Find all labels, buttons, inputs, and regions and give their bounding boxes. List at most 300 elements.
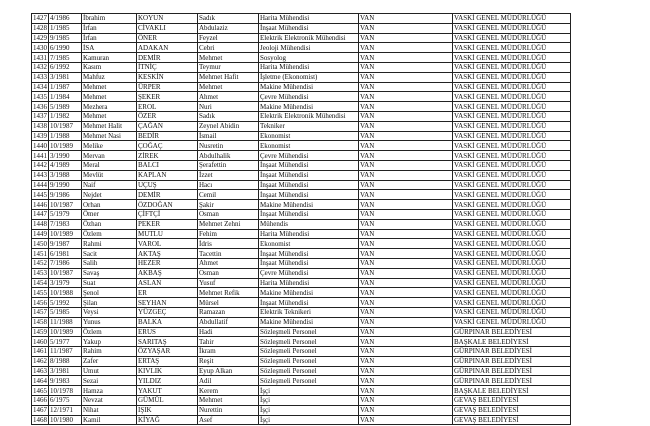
last-name-cell: VAROL bbox=[137, 239, 198, 249]
first-name-cell: Yakup bbox=[82, 337, 137, 347]
profession-cell: Makine Mühendisi bbox=[259, 82, 359, 92]
row-number-cell: 1433 bbox=[33, 73, 47, 82]
father-name-cell: Abdullatif bbox=[198, 317, 259, 327]
table-row bbox=[32, 278, 571, 288]
first-name-cell: Mehmet bbox=[82, 82, 137, 92]
first-name-cell: Nevzat bbox=[82, 396, 137, 406]
institution-cell: VASKİ GENEL MÜDÜRLÜĞÜ bbox=[453, 33, 571, 43]
table-row bbox=[32, 219, 571, 229]
profession-cell: İnşaat Mühendisi bbox=[259, 249, 359, 259]
last-name-cell: BALKA bbox=[137, 317, 198, 327]
birth-date-cell: 6/1981 bbox=[49, 249, 82, 259]
personnel-list-table bbox=[31, 13, 571, 425]
last-name-cell: PEKER bbox=[137, 219, 198, 229]
first-name-cell: Sezai bbox=[82, 376, 137, 386]
birth-date-cell: 1/1987 bbox=[49, 82, 82, 92]
institution-cell: VASKİ GENEL MÜDÜRLÜĞÜ bbox=[453, 14, 571, 24]
institution-cell: VASKİ GENEL MÜDÜRLÜĞÜ bbox=[453, 219, 571, 229]
province-cell: VAN bbox=[359, 396, 453, 406]
row-number-cell: 1439 bbox=[33, 131, 47, 140]
father-name-cell: Mehmet bbox=[198, 396, 259, 406]
province-cell: VAN bbox=[359, 151, 453, 161]
province-cell: VAN bbox=[359, 92, 453, 102]
birth-date-cell: 11/1988 bbox=[49, 317, 82, 327]
last-name-cell: ASLAN bbox=[137, 278, 198, 288]
province-cell: VAN bbox=[359, 258, 453, 268]
province-cell: VAN bbox=[359, 405, 453, 415]
row-number-cell: 1465 bbox=[33, 386, 47, 395]
first-name-cell: Veysi bbox=[82, 307, 137, 317]
row-number-cell: 1438 bbox=[33, 122, 47, 131]
last-name-cell: ERTAŞ bbox=[137, 356, 198, 366]
row-number-cell: 1442 bbox=[33, 161, 47, 170]
father-name-cell: Fehim bbox=[198, 229, 259, 239]
institution-cell: BAŞKALE BELEDİYESİ bbox=[453, 337, 571, 347]
profession-cell: Harita Mühendisi bbox=[259, 14, 359, 24]
last-name-cell: AKBAŞ bbox=[137, 268, 198, 278]
institution-cell: VASKİ GENEL MÜDÜRLÜĞÜ bbox=[453, 239, 571, 249]
first-name-cell: Özlem bbox=[82, 229, 137, 239]
row-number-cell: 1429 bbox=[33, 33, 47, 42]
first-name-cell: Özhan bbox=[82, 219, 137, 229]
last-name-cell: ÜRPER bbox=[137, 82, 198, 92]
profession-cell: Sözleşmeli Personel bbox=[259, 356, 359, 366]
father-name-cell: Teymur bbox=[198, 62, 259, 72]
father-name-cell: İdris bbox=[198, 239, 259, 249]
institution-cell: VASKİ GENEL MÜDÜRLÜĞÜ bbox=[453, 268, 571, 278]
first-name-cell: Naif bbox=[82, 180, 137, 190]
father-name-cell: Osman bbox=[198, 209, 259, 219]
last-name-cell: ŞEKER bbox=[137, 92, 198, 102]
father-name-cell: Tahir bbox=[198, 337, 259, 347]
birth-date-cell: 9/1986 bbox=[49, 190, 82, 200]
province-cell: VAN bbox=[359, 278, 453, 288]
province-cell: VAN bbox=[359, 307, 453, 317]
table-row bbox=[32, 249, 571, 259]
row-number-cell: 1447 bbox=[33, 210, 47, 219]
row-number-cell: 1455 bbox=[33, 288, 47, 297]
province-cell: VAN bbox=[359, 180, 453, 190]
birth-date-cell: 10/1987 bbox=[49, 121, 82, 131]
last-name-cell: KOYUN bbox=[137, 14, 198, 24]
institution-cell: VASKİ GENEL MÜDÜRLÜĞÜ bbox=[453, 43, 571, 53]
institution-cell: BAŞKALE BELEDİYESİ bbox=[453, 386, 571, 396]
birth-date-cell: 4/1989 bbox=[49, 160, 82, 170]
profession-cell: Sosyolog bbox=[259, 53, 359, 63]
profession-cell: Makine Mühendisi bbox=[259, 317, 359, 327]
row-number-cell: 1460 bbox=[33, 337, 47, 346]
row-number-cell: 1454 bbox=[33, 278, 47, 287]
profession-cell: Makine Mühendisi bbox=[259, 102, 359, 112]
birth-date-cell: 5/1977 bbox=[49, 337, 82, 347]
row-number-cell: 1462 bbox=[33, 357, 47, 366]
table-row bbox=[32, 33, 571, 43]
first-name-cell: Sacit bbox=[82, 249, 137, 259]
institution-cell: VASKİ GENEL MÜDÜRLÜĞÜ bbox=[453, 121, 571, 131]
profession-cell: İnşaat Mühendisi bbox=[259, 209, 359, 219]
institution-cell: GÜRPINAR BELEDİYESİ bbox=[453, 356, 571, 366]
birth-date-cell: 9/1985 bbox=[49, 33, 82, 43]
first-name-cell: Şilan bbox=[82, 298, 137, 308]
province-cell: VAN bbox=[359, 33, 453, 43]
birth-date-cell: 3/1988 bbox=[49, 170, 82, 180]
row-number-cell: 1431 bbox=[33, 53, 47, 62]
first-name-cell: Nejdet bbox=[82, 190, 137, 200]
birth-date-cell: 9/1990 bbox=[49, 180, 82, 190]
table-row bbox=[32, 23, 571, 33]
province-cell: VAN bbox=[359, 229, 453, 239]
province-cell: VAN bbox=[359, 298, 453, 308]
table-row bbox=[32, 209, 571, 219]
province-cell: VAN bbox=[359, 356, 453, 366]
province-cell: VAN bbox=[359, 131, 453, 141]
first-name-cell: Şenol bbox=[82, 288, 137, 298]
first-name-cell: Nihat bbox=[82, 405, 137, 415]
birth-date-cell: 1/1985 bbox=[49, 23, 82, 33]
last-name-cell: ÇOĞAÇ bbox=[137, 141, 198, 151]
father-name-cell: Asef bbox=[198, 415, 259, 425]
table-row bbox=[32, 92, 571, 102]
last-name-cell: GÜMÜL bbox=[137, 396, 198, 406]
institution-cell: GÜRPINAR BELEDİYESİ bbox=[453, 376, 571, 386]
row-number-cell: 1443 bbox=[33, 171, 47, 180]
first-name-cell: Melike bbox=[82, 141, 137, 151]
first-name-cell: Kasım bbox=[82, 62, 137, 72]
father-name-cell: Mehmet Zehni bbox=[198, 219, 259, 229]
profession-cell: Jeoloji Mühendisi bbox=[259, 43, 359, 53]
table-row bbox=[32, 386, 571, 396]
profession-cell: Çevre Mühendisi bbox=[259, 268, 359, 278]
row-number-cell: 1444 bbox=[33, 180, 47, 189]
row-number-cell: 1458 bbox=[33, 318, 47, 327]
birth-date-cell: 6/1992 bbox=[49, 62, 82, 72]
birth-date-cell: 3/1981 bbox=[49, 366, 82, 376]
first-name-cell: Hamza bbox=[82, 386, 137, 396]
father-name-cell: Tacettin bbox=[198, 249, 259, 259]
row-number-cell: 1446 bbox=[33, 200, 47, 209]
institution-cell: VASKİ GENEL MÜDÜRLÜĞÜ bbox=[453, 92, 571, 102]
province-cell: VAN bbox=[359, 219, 453, 229]
table-row bbox=[32, 229, 571, 239]
table-row bbox=[32, 317, 571, 327]
institution-cell: VASKİ GENEL MÜDÜRLÜĞÜ bbox=[453, 288, 571, 298]
province-cell: VAN bbox=[359, 209, 453, 219]
profession-cell: Makine Mühendisi bbox=[259, 200, 359, 210]
last-name-cell: BEDİR bbox=[137, 131, 198, 141]
birth-date-cell: 1/1982 bbox=[49, 111, 82, 121]
first-name-cell: Kamil bbox=[82, 415, 137, 425]
last-name-cell: KİYAĞ bbox=[137, 415, 198, 425]
table-row bbox=[32, 62, 571, 72]
table-row bbox=[32, 200, 571, 210]
birth-date-cell: 5/1985 bbox=[49, 307, 82, 317]
first-name-cell: İrfan bbox=[82, 23, 137, 33]
profession-cell: İnşaat Mühendisi bbox=[259, 180, 359, 190]
row-number-cell: 1440 bbox=[33, 141, 47, 150]
last-name-cell: ÖZYAŞAR bbox=[137, 347, 198, 357]
birth-date-cell: 10/1989 bbox=[49, 327, 82, 337]
birth-date-cell: 10/1989 bbox=[49, 229, 82, 239]
institution-cell: VASKİ GENEL MÜDÜRLÜĞÜ bbox=[453, 190, 571, 200]
profession-cell: İşçi bbox=[259, 396, 359, 406]
profession-cell: Harita Mühendisi bbox=[259, 229, 359, 239]
table-body bbox=[32, 14, 571, 425]
last-name-cell: KESKİN bbox=[137, 72, 198, 82]
father-name-cell: Nuri bbox=[198, 102, 259, 112]
institution-cell: VASKİ GENEL MÜDÜRLÜĞÜ bbox=[453, 307, 571, 317]
row-number-cell: 1428 bbox=[33, 24, 47, 33]
father-name-cell: Kerem bbox=[198, 386, 259, 396]
row-number-cell: 1459 bbox=[33, 327, 47, 336]
province-cell: VAN bbox=[359, 82, 453, 92]
father-name-cell: Ramazan bbox=[198, 307, 259, 317]
profession-cell: Sözleşmeli Personel bbox=[259, 376, 359, 386]
last-name-cell: HEZER bbox=[137, 258, 198, 268]
last-name-cell: YILDIZ bbox=[137, 376, 198, 386]
institution-cell: GÜRPINAR BELEDİYESİ bbox=[453, 347, 571, 357]
profession-cell: İnşaat Mühendisi bbox=[259, 160, 359, 170]
table-row bbox=[32, 268, 571, 278]
province-cell: VAN bbox=[359, 376, 453, 386]
row-number-cell: 1432 bbox=[33, 63, 47, 72]
father-name-cell: İzzet bbox=[198, 170, 259, 180]
father-name-cell: Eyup Alkan bbox=[198, 366, 259, 376]
profession-cell: Ekonomist bbox=[259, 239, 359, 249]
first-name-cell: İrfan bbox=[82, 33, 137, 43]
row-number-cell: 1441 bbox=[33, 151, 47, 160]
birth-date-cell: 5/1992 bbox=[49, 298, 82, 308]
province-cell: VAN bbox=[359, 14, 453, 24]
birth-date-cell: 7/1985 bbox=[49, 53, 82, 63]
row-number-cell: 1435 bbox=[33, 92, 47, 101]
table-row bbox=[32, 82, 571, 92]
last-name-cell: MUTLU bbox=[137, 229, 198, 239]
table-row bbox=[32, 111, 571, 121]
father-name-cell: Sadık bbox=[198, 111, 259, 121]
birth-date-cell: 6/1990 bbox=[49, 43, 82, 53]
profession-cell: Sözleşmeli Personel bbox=[259, 347, 359, 357]
birth-date-cell: 11/1987 bbox=[49, 347, 82, 357]
father-name-cell: Osman bbox=[198, 268, 259, 278]
last-name-cell: EROL bbox=[137, 102, 198, 112]
province-cell: VAN bbox=[359, 268, 453, 278]
institution-cell: VASKİ GENEL MÜDÜRLÜĞÜ bbox=[453, 141, 571, 151]
father-name-cell: Zeynel Abidin bbox=[198, 121, 259, 131]
father-name-cell: Şakir bbox=[198, 200, 259, 210]
province-cell: VAN bbox=[359, 317, 453, 327]
table-row bbox=[32, 141, 571, 151]
birth-date-cell: 5/1979 bbox=[49, 209, 82, 219]
province-cell: VAN bbox=[359, 141, 453, 151]
last-name-cell: ÖNER bbox=[137, 33, 198, 43]
profession-cell: Ekonomist bbox=[259, 131, 359, 141]
first-name-cell: Mehmet Halit bbox=[82, 121, 137, 131]
profession-cell: İşletme (Ekonomist) bbox=[259, 72, 359, 82]
birth-date-cell: 10/1980 bbox=[49, 415, 82, 425]
first-name-cell: Rahmi bbox=[82, 239, 137, 249]
birth-date-cell: 10/1978 bbox=[49, 386, 82, 396]
institution-cell: VASKİ GENEL MÜDÜRLÜĞÜ bbox=[453, 249, 571, 259]
profession-cell: İnşaat Mühendisi bbox=[259, 258, 359, 268]
institution-cell: GÜRPINAR BELEDİYESİ bbox=[453, 366, 571, 376]
profession-cell: Mühendis bbox=[259, 219, 359, 229]
institution-cell: VASKİ GENEL MÜDÜRLÜĞÜ bbox=[453, 170, 571, 180]
first-name-cell: Ömer bbox=[82, 209, 137, 219]
first-name-cell: Rahim bbox=[82, 347, 137, 357]
first-name-cell: Meral bbox=[82, 160, 137, 170]
first-name-cell: Kamuran bbox=[82, 53, 137, 63]
first-name-cell: Mehmet Nasi bbox=[82, 131, 137, 141]
institution-cell: VASKİ GENEL MÜDÜRLÜĞÜ bbox=[453, 317, 571, 327]
province-cell: VAN bbox=[359, 160, 453, 170]
table-row bbox=[32, 258, 571, 268]
province-cell: VAN bbox=[359, 366, 453, 376]
birth-date-cell: 8/1988 bbox=[49, 356, 82, 366]
table-row bbox=[32, 160, 571, 170]
institution-cell: GEVAŞ BELEDİYESİ bbox=[453, 405, 571, 415]
row-number-cell: 1427 bbox=[33, 14, 47, 23]
birth-date-cell: 1/1988 bbox=[49, 131, 82, 141]
last-name-cell: YÜZGEÇ bbox=[137, 307, 198, 317]
institution-cell: VASKİ GENEL MÜDÜRLÜĞÜ bbox=[453, 131, 571, 141]
profession-cell: Elektrik Elektronik Mühendisi bbox=[259, 33, 359, 43]
first-name-cell: Savaş bbox=[82, 268, 137, 278]
row-number-cell: 1466 bbox=[33, 396, 47, 405]
profession-cell: İşçi bbox=[259, 386, 359, 396]
table-row bbox=[32, 72, 571, 82]
birth-date-cell: 7/1986 bbox=[49, 258, 82, 268]
province-cell: VAN bbox=[359, 23, 453, 33]
institution-cell: GEVAŞ BELEDİYESİ bbox=[453, 396, 571, 406]
last-name-cell: AKTAŞ bbox=[137, 249, 198, 259]
table-row bbox=[32, 43, 571, 53]
row-number-cell: 1437 bbox=[33, 112, 47, 121]
row-number-cell: 1467 bbox=[33, 406, 47, 415]
province-cell: VAN bbox=[359, 415, 453, 425]
birth-date-cell: 10/1988 bbox=[49, 288, 82, 298]
birth-date-cell: 6/1975 bbox=[49, 396, 82, 406]
father-name-cell: Feyzel bbox=[198, 33, 259, 43]
birth-date-cell: 7/1983 bbox=[49, 219, 82, 229]
row-number-cell: 1450 bbox=[33, 239, 47, 248]
birth-date-cell: 10/1987 bbox=[49, 268, 82, 278]
last-name-cell: BALCI bbox=[137, 160, 198, 170]
province-cell: VAN bbox=[359, 347, 453, 357]
row-number-cell: 1430 bbox=[33, 43, 47, 52]
institution-cell: VASKİ GENEL MÜDÜRLÜĞÜ bbox=[453, 258, 571, 268]
father-name-cell: Mehmet bbox=[198, 82, 259, 92]
father-name-cell: Nusretin bbox=[198, 141, 259, 151]
first-name-cell: Mahfuz bbox=[82, 72, 137, 82]
last-name-cell: DEMİR bbox=[137, 190, 198, 200]
table-row bbox=[32, 415, 571, 425]
table-row bbox=[32, 190, 571, 200]
table-row bbox=[32, 102, 571, 112]
institution-cell: VASKİ GENEL MÜDÜRLÜĞÜ bbox=[453, 298, 571, 308]
last-name-cell: KAPLAN bbox=[137, 170, 198, 180]
table-row bbox=[32, 14, 571, 24]
birth-date-cell: 9/1987 bbox=[49, 239, 82, 249]
first-name-cell: İSA bbox=[82, 43, 137, 53]
row-number-cell: 1434 bbox=[33, 82, 47, 91]
last-name-cell: CİVAKLI bbox=[137, 23, 198, 33]
last-name-cell: SEYHAN bbox=[137, 298, 198, 308]
first-name-cell: Orhan bbox=[82, 200, 137, 210]
row-number-cell: 1461 bbox=[33, 347, 47, 356]
first-name-cell: Salih bbox=[82, 258, 137, 268]
last-name-cell: ÇAĞAN bbox=[137, 121, 198, 131]
first-name-cell: Mehmet bbox=[82, 92, 137, 102]
institution-cell: VASKİ GENEL MÜDÜRLÜĞÜ bbox=[453, 72, 571, 82]
first-name-cell: Mervan bbox=[82, 151, 137, 161]
institution-cell: VASKİ GENEL MÜDÜRLÜĞÜ bbox=[453, 160, 571, 170]
province-cell: VAN bbox=[359, 62, 453, 72]
birth-date-cell: 3/1990 bbox=[49, 151, 82, 161]
institution-cell: GÜRPINAR BELEDİYESİ bbox=[453, 327, 571, 337]
province-cell: VAN bbox=[359, 190, 453, 200]
row-number-cell: 1452 bbox=[33, 259, 47, 268]
table-row bbox=[32, 239, 571, 249]
last-name-cell: YAKUT bbox=[137, 386, 198, 396]
father-name-cell: Şerafettin bbox=[198, 160, 259, 170]
institution-cell: VASKİ GENEL MÜDÜRLÜĞÜ bbox=[453, 53, 571, 63]
table-row bbox=[32, 298, 571, 308]
first-name-cell: Suat bbox=[82, 278, 137, 288]
table-row bbox=[32, 327, 571, 337]
institution-cell: VASKİ GENEL MÜDÜRLÜĞÜ bbox=[453, 180, 571, 190]
institution-cell: VASKİ GENEL MÜDÜRLÜĞÜ bbox=[453, 151, 571, 161]
table-row bbox=[32, 131, 571, 141]
institution-cell: VASKİ GENEL MÜDÜRLÜĞÜ bbox=[453, 111, 571, 121]
province-cell: VAN bbox=[359, 102, 453, 112]
first-name-cell: Mehmet bbox=[82, 111, 137, 121]
profession-cell: Harita Mühendisi bbox=[259, 278, 359, 288]
table-row bbox=[32, 337, 571, 347]
province-cell: VAN bbox=[359, 327, 453, 337]
table-row bbox=[32, 121, 571, 131]
last-name-cell: ZİREK bbox=[137, 151, 198, 161]
profession-cell: İnşaat Mühendisi bbox=[259, 190, 359, 200]
profession-cell: İşçi bbox=[259, 415, 359, 425]
province-cell: VAN bbox=[359, 72, 453, 82]
father-name-cell: Abdulhalik bbox=[198, 151, 259, 161]
last-name-cell: ER bbox=[137, 288, 198, 298]
institution-cell: VASKİ GENEL MÜDÜRLÜĞÜ bbox=[453, 102, 571, 112]
table-row bbox=[32, 396, 571, 406]
institution-cell: VASKİ GENEL MÜDÜRLÜĞÜ bbox=[453, 209, 571, 219]
profession-cell: Elektrik Elektronik Mühendisi bbox=[259, 111, 359, 121]
row-number-cell: 1449 bbox=[33, 229, 47, 238]
first-name-cell: Umut bbox=[82, 366, 137, 376]
profession-cell: Harita Mühendisi bbox=[259, 62, 359, 72]
row-number-cell: 1468 bbox=[33, 416, 47, 425]
father-name-cell: Reşit bbox=[198, 356, 259, 366]
father-name-cell: Ahmet bbox=[198, 92, 259, 102]
father-name-cell: Sadık bbox=[198, 14, 259, 24]
profession-cell: İnşaat Mühendisi bbox=[259, 298, 359, 308]
table-row bbox=[32, 405, 571, 415]
institution-cell: VASKİ GENEL MÜDÜRLÜĞÜ bbox=[453, 278, 571, 288]
table-row bbox=[32, 180, 571, 190]
first-name-cell: Mevlüt bbox=[82, 170, 137, 180]
birth-date-cell: 10/1989 bbox=[49, 141, 82, 151]
last-name-cell: DEMİR bbox=[137, 53, 198, 63]
table-row bbox=[32, 366, 571, 376]
first-name-cell: Özlem bbox=[82, 327, 137, 337]
province-cell: VAN bbox=[359, 53, 453, 63]
institution-cell: GEVAŞ BELEDİYESİ bbox=[453, 415, 571, 425]
institution-cell: VASKİ GENEL MÜDÜRLÜĞÜ bbox=[453, 200, 571, 210]
